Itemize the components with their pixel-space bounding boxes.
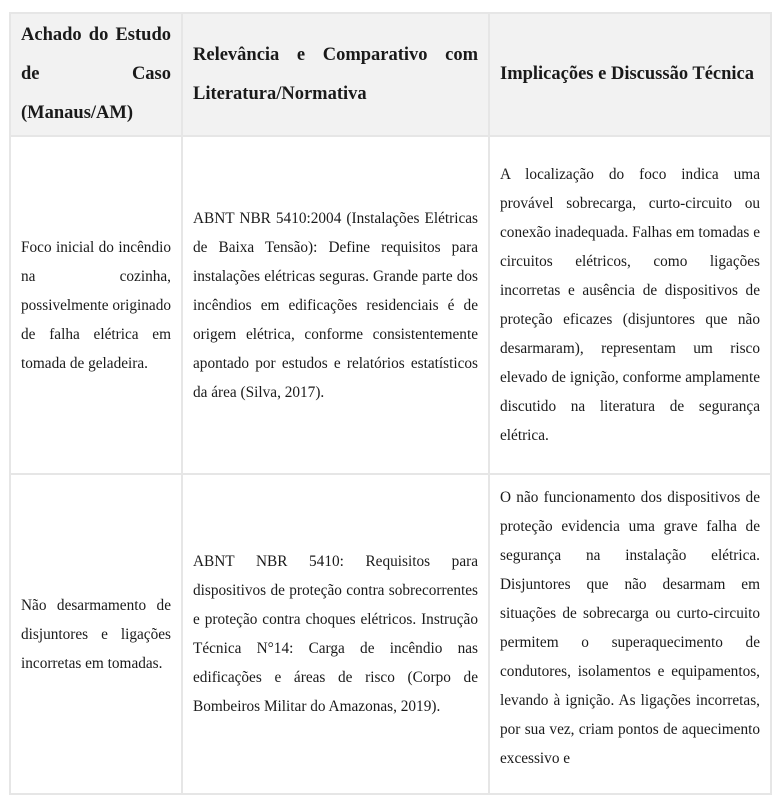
cell-implications: A localização do foco indica uma provável sobrecarga, curto-circuito ou conexão inadequada. Falhas em tomadas e circuitos elétricos, como ligações incorretas e ausência de dispositivos de proteção eficazes (disjuntores que não desarmaram), representam um risco elevado de ignição, conforme amplamente discutido na literatura de segurança elétrica. [489,136,771,474]
header-row [10,13,771,136]
header-finding: Achado do Estudo de Caso (Manaus/AM) [10,13,182,136]
cell-relevance: ABNT NBR 5410:2004 (Instalações Elétricas de Baixa Tensão): Define requisitos para instalações elétricas seguras. Grande parte dos incêndios em edificações residenciais é de origem elétrica, conforme consistentemente apontado por estudos e relatórios estatísticos da área (Silva, 2017). [182,136,489,474]
cell-finding: Foco inicial do incêndio na cozinha, possivelmente originado de falha elétrica em tomada de geladeira. [10,136,182,474]
cell-relevance: ABNT NBR 5410: Requisitos para dispositivos de proteção contra sobrecorrentes e proteção contra choques elétricos. Instrução Técnica N°14: Carga de incêndio nas edificações e áreas de risco (Corpo de Bombeiros Militar do Amazonas, 2019). [182,474,489,794]
case-study-table [9,12,772,795]
header-implications: Implicações e Discussão Técnica [489,13,771,136]
table-row [10,474,771,794]
cell-finding: Não desarmamento de disjuntores e ligações incorretas em tomadas. [10,474,182,794]
table-row [10,136,771,474]
header-relevance: Relevância e Comparativo com Literatura/Normativa [182,13,489,136]
cell-implications: O não funcionamento dos dispositivos de proteção evidencia uma grave falha de segurança na instalação elétrica. Disjuntores que não desarmam em situações de sobrecarga ou curto-circuito permitem o superaquecimento de condutores, isolamentos e equipamentos, levando à ignição. As ligações incorretas, por sua vez, criam pontos de aquecimento excessivo e [489,474,771,794]
